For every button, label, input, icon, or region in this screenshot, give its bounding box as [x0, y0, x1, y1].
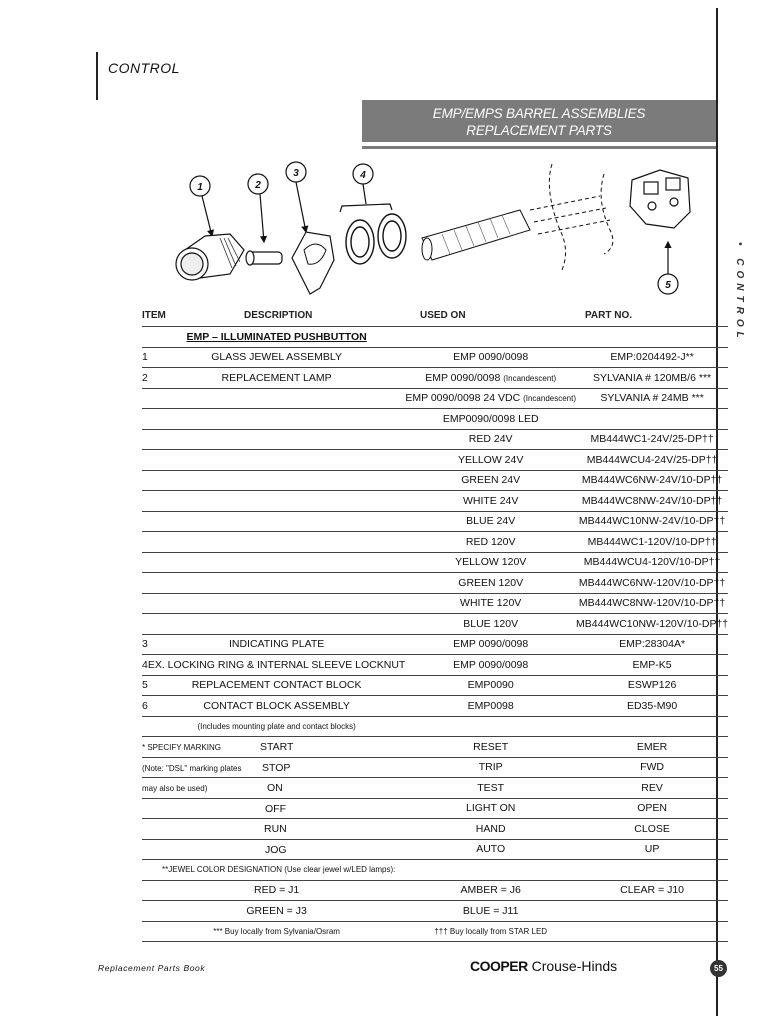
table-row: [142, 675, 728, 696]
part-no-cell: MB444WCU4-24V/25-DP††: [576, 450, 728, 471]
description-cell: REPLACEMENT LAMP: [148, 368, 406, 389]
marking-cell: EMER: [576, 737, 728, 758]
marking-cell: RESET: [405, 737, 576, 758]
item-cell: 5: [142, 675, 148, 696]
jewel-cell: BLUE = J11: [405, 901, 576, 922]
part-no-cell: MB444WC1-120V/10-DP††: [576, 532, 728, 553]
used-on-cell: [405, 368, 576, 389]
used-on-cell: WHITE 24V: [405, 491, 576, 512]
description-cell: [148, 593, 406, 614]
replacement-parts-table: [142, 326, 728, 942]
marking-cell: HAND: [405, 819, 576, 840]
used-on-cell: YELLOW 120V: [405, 552, 576, 573]
used-on-cell: GREEN 24V: [405, 470, 576, 491]
item-cell: 6: [142, 696, 148, 717]
part-no-cell: SYLVANIA # 120MB/6 ***: [576, 368, 728, 389]
used-on-cell: RED 24V: [405, 429, 576, 450]
used-on-cell: BLUE 120V: [405, 614, 576, 635]
marking-cell: RUN: [264, 823, 287, 835]
part-no-cell: [576, 409, 728, 430]
jewel-row: [142, 880, 728, 901]
description-cell: [148, 388, 406, 409]
description-cell: [148, 552, 406, 573]
page-banner: [362, 100, 716, 142]
part-no-cell: [576, 327, 728, 348]
used-on-cell: EMP0090: [405, 675, 576, 696]
callout-5: 5: [665, 280, 671, 291]
marking-cell: CLOSE: [576, 819, 728, 840]
description-cell: CONTACT BLOCK ASSEMBLY: [148, 696, 406, 717]
description-cell: [148, 532, 406, 553]
part-no-cell: MB444WCU4-120V/10-DP††: [576, 552, 728, 573]
part-no-cell: ESWP126: [576, 675, 728, 696]
table-row: [142, 327, 728, 348]
section-title: CONTROL: [108, 60, 180, 76]
table-row: [142, 511, 728, 532]
jewel-heading-row: [142, 860, 728, 881]
table-row: [142, 388, 728, 409]
item-cell: 3: [142, 634, 148, 655]
jewel-heading: **JEWEL COLOR DESIGNATION (Use clear jewel w/LED lamps):: [162, 865, 396, 875]
item-cell: 4: [142, 655, 148, 676]
jewel-cell: CLEAR = J10: [576, 880, 728, 901]
table-row: [142, 470, 728, 491]
banner-line-1: EMP/EMPS BARREL ASSEMBLIES: [432, 106, 646, 121]
marking-note: (Note: "DSL" marking plates: [142, 763, 242, 773]
footnote-starled: ††† Buy locally from STAR LED: [405, 921, 576, 942]
used-on-cell: RED 120V: [405, 532, 576, 553]
used-on-cell: YELLOW 24V: [405, 450, 576, 471]
description-cell: [148, 511, 406, 532]
callout-4: 4: [360, 170, 366, 181]
marking-cell: ON: [267, 782, 283, 794]
table-row: [142, 429, 728, 450]
side-section-label: • CONTROL: [734, 242, 745, 343]
part-no-cell: EMP-K5: [576, 655, 728, 676]
description-cell: [148, 614, 406, 635]
part-no-cell: EMP:28304A*: [576, 634, 728, 655]
used-on-note: (Incandescent): [523, 394, 577, 404]
marking-cell: OFF: [265, 802, 286, 815]
marking-cell: TEST: [405, 778, 576, 799]
marking-row: [142, 839, 728, 860]
description-cell: [148, 470, 406, 491]
marking-note: may also be used): [142, 784, 208, 793]
used-on-cell: BLUE 24V: [405, 511, 576, 532]
marking-row: [142, 798, 728, 819]
used-on-note: (Incandescent): [503, 373, 557, 383]
part-no-cell: MB444WC10NW-120V/10-DP††: [576, 614, 728, 635]
marking-cell: REV: [576, 778, 728, 799]
table-row: [142, 696, 728, 717]
group-heading: EMP – ILLUMINATED PUSHBUTTON: [186, 330, 367, 343]
callout-1: 1: [197, 182, 203, 193]
table-row: [142, 347, 728, 368]
description-cell: [148, 573, 406, 594]
table-row: [142, 368, 728, 389]
used-on-text: EMP 0090/0098 24 VDC: [405, 392, 521, 405]
callout-2: 2: [255, 180, 261, 191]
marking-row: [142, 757, 728, 778]
description-cell: INDICATING PLATE: [148, 634, 406, 655]
table-row: [142, 552, 728, 573]
exploded-assembly-diagram: [160, 150, 700, 300]
used-on-cell: EMP 0090/0098: [405, 634, 576, 655]
part-no-cell: MB444WC8NW-24V/10-DP††: [576, 491, 728, 512]
marking-cell: OPEN: [576, 798, 728, 819]
table-row: [142, 409, 728, 430]
part-no-cell: MB444WC6NW-120V/10-DP††: [576, 573, 728, 594]
part-no-cell: MB444WC8NW-120V/10-DP††: [576, 593, 728, 614]
marking-cell: FWD: [576, 757, 728, 778]
description-cell: REPLACEMENT CONTACT BLOCK: [148, 675, 406, 696]
description-cell: [148, 409, 406, 430]
marking-cell: TRIP: [405, 757, 576, 778]
used-on-cell: EMP 0090/0098: [405, 655, 576, 676]
part-no-cell: MB444WC10NW-24V/10-DP††: [576, 511, 728, 532]
section-rule: [96, 52, 98, 100]
footer-book-title: Replacement Parts Book: [98, 963, 206, 973]
banner-line-2: REPLACEMENT PARTS: [466, 123, 612, 138]
brand-logo: [470, 958, 617, 974]
table-row: [142, 634, 728, 655]
column-header-item: ITEM: [142, 310, 166, 321]
jewel-cell: GREEN = J3: [148, 901, 406, 922]
table-row: [142, 716, 728, 737]
part-no-cell: MB444WC1-24V/25-DP††: [576, 429, 728, 450]
column-header-description: DESCRIPTION: [244, 310, 313, 321]
part-no-cell: ED35-M90: [576, 696, 728, 717]
banner-rule: [362, 146, 716, 149]
used-on-cell: EMP 0090/0098: [405, 347, 576, 368]
part-no-cell: SYLVANIA # 24MB ***: [576, 388, 728, 409]
table-row: [142, 614, 728, 635]
column-header-used-on: USED ON: [420, 310, 466, 321]
used-on-text: EMP 0090/0098: [425, 371, 501, 384]
jewel-row: [142, 901, 728, 922]
marking-cell: JOG: [265, 843, 287, 856]
table-row: [142, 491, 728, 512]
description-cell: EX. LOCKING RING & INTERNAL SLEEVE LOCKNUT: [148, 655, 406, 676]
marking-cell: START: [260, 741, 294, 753]
brand-rest: Crouse-Hinds: [527, 958, 618, 974]
marking-cell: UP: [576, 839, 728, 860]
marking-note: * SPECIFY MARKING: [142, 743, 221, 752]
marking-cell: AUTO: [405, 839, 576, 860]
used-on-cell: WHITE 120V: [405, 593, 576, 614]
footnote-row: [142, 921, 728, 942]
jewel-cell: [576, 901, 728, 922]
description-cell: GLASS JEWEL ASSEMBLY: [148, 347, 406, 368]
used-on-cell: GREEN 120V: [405, 573, 576, 594]
description-cell: [148, 450, 406, 471]
marking-row: [142, 778, 728, 799]
item-cell: 1: [142, 347, 148, 368]
marking-row: [142, 819, 728, 840]
table-row: [142, 532, 728, 553]
footnote-sylvania: *** Buy locally from Sylvania/Osram: [148, 921, 406, 942]
table-row: [142, 573, 728, 594]
brand-bold: COOPER: [470, 958, 528, 974]
callout-3: 3: [293, 168, 299, 179]
page-number: 55: [710, 960, 727, 977]
used-on-cell: [405, 327, 576, 348]
description-cell: [148, 429, 406, 450]
item-cell: 2: [142, 368, 148, 389]
marking-cell: STOP: [262, 761, 291, 774]
jewel-cell: AMBER = J6: [405, 880, 576, 901]
part-no-cell: EMP:0204492-J**: [576, 347, 728, 368]
description-note: (Includes mounting plate and contact blocks): [148, 716, 406, 737]
used-on-cell: [405, 388, 576, 409]
part-no-cell: MB444WC6NW-24V/10-DP††: [576, 470, 728, 491]
used-on-cell: EMP0090/0098 LED: [405, 409, 576, 430]
table-row: [142, 593, 728, 614]
table-row: [142, 450, 728, 471]
table-row: [142, 655, 728, 676]
used-on-cell: EMP0098: [405, 696, 576, 717]
marking-row: [142, 737, 728, 758]
jewel-cell: RED = J1: [148, 880, 406, 901]
description-cell: [148, 491, 406, 512]
column-header-part-no: PART NO.: [585, 310, 633, 321]
marking-cell: LIGHT ON: [405, 798, 576, 819]
